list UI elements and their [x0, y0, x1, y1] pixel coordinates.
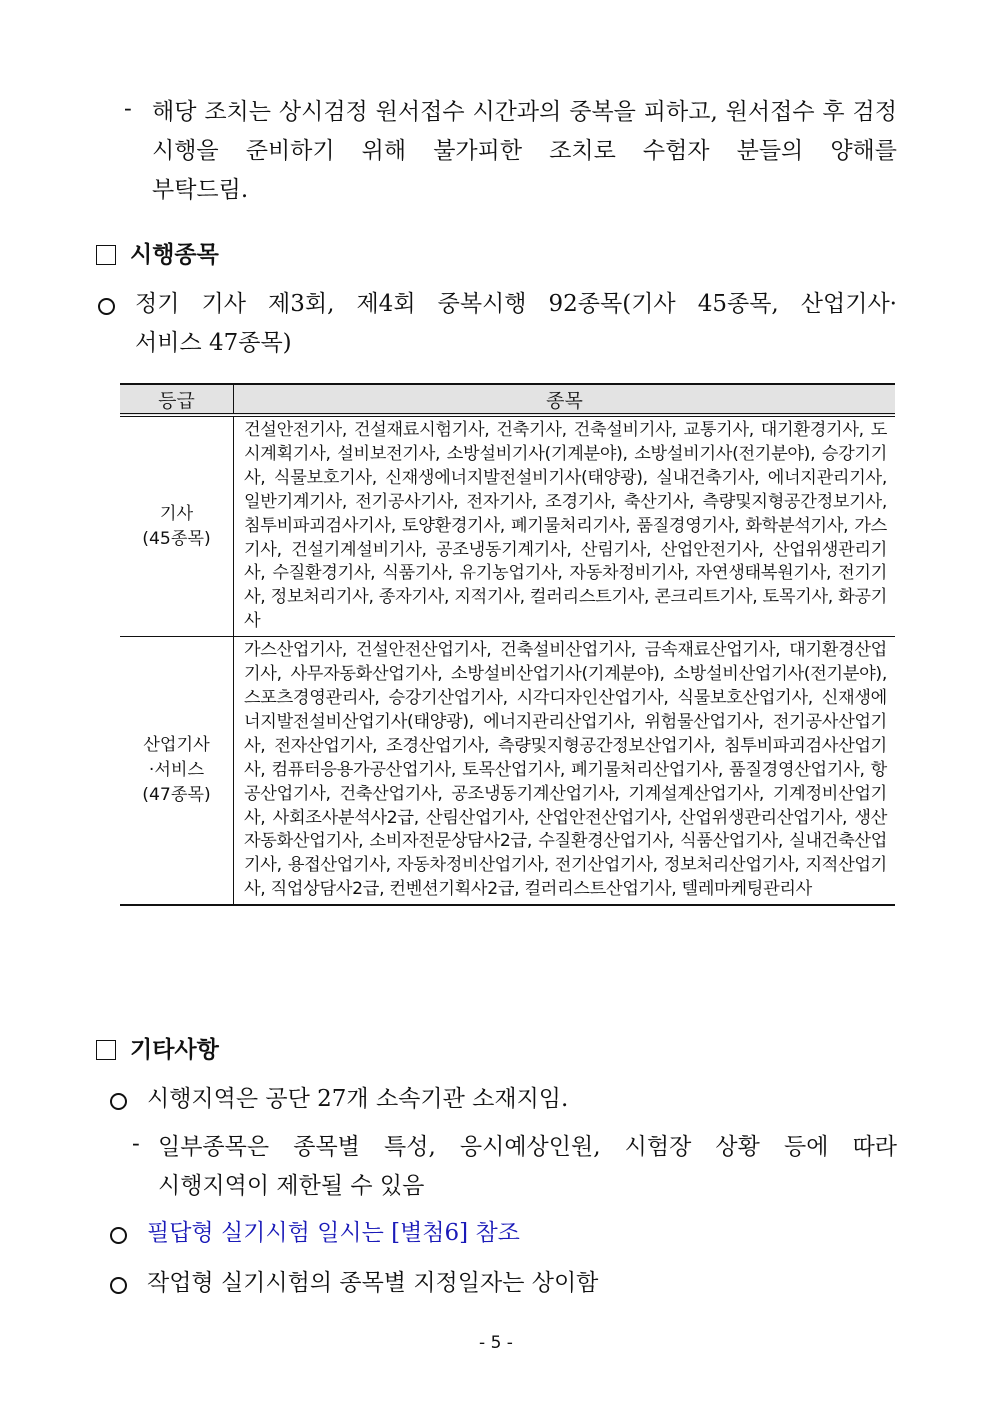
grade-name: 산업기사 — [143, 735, 210, 756]
section-heading-items — [96, 236, 219, 269]
circle-bullet-icon — [110, 1227, 127, 1244]
misc-bullet-3: 작업형 실기시험의 종목별 지정일자는 상이함 — [147, 1270, 599, 1296]
section-heading-misc — [96, 1031, 219, 1064]
items-cell: 건설안전기사, 건설재료시험기사, 건축기사, 건축설비기사, 교통기사, 대기환경기사, 도시계획기사, 설비보전기사, 소방설비기사(기계분야), 소방설비기사(전기분야), 승강기기사, 식물보호기사, 신재생에너지발전설비기사(태양광), 실내건축기사, 에너지관리기사, 일반기계기사, 전기공사기사, 전자기사, 조경기사, 축산기사, 측량및지형공간정보기사, 침투비파괴검사기사, 토양환경기사, 폐기물처리기사, 품질경영기사, 화학분석기사, 가스기사, 건설기계설비기사, 공조냉동기계기사, 산림기사, 산업안전기사, 산업위생관리기사, 수질환경기사, 식품기사, 유기농업기사, 자동차정비기사, 자연생태복원기사, 전기기사, 정보처리기사, 종자기사, 지적기사, 컬러리스트기사, 콘크리트기사, 토목기사, 화공기사 — [234, 415, 896, 637]
table-row — [120, 637, 895, 905]
checkbox-square-icon — [96, 245, 116, 265]
summary-text: 정기 기사 제3회, 제4회 중복시행 92종목(기사 45종목, 산업기사· — [135, 291, 897, 317]
section-title: 기타사항 — [130, 1037, 219, 1063]
grade-count: (47종목) — [142, 785, 211, 806]
annex-reference-link[interactable]: 필답형 실기시험 일시는 [별첨6] 참조 — [147, 1220, 520, 1246]
table-row — [120, 415, 895, 637]
sub-last-line: 시행지역이 제한될 수 있음 — [158, 1173, 425, 1199]
checkbox-square-icon — [96, 1040, 116, 1060]
grade-name-suffix: ·서비스 — [148, 760, 205, 781]
grade-cell — [120, 637, 234, 905]
grade-count: (45종목) — [142, 528, 211, 549]
table-header-items: 종목 — [234, 384, 896, 415]
items-table — [120, 383, 895, 906]
dash-marker: - — [124, 96, 132, 122]
grade-cell — [120, 415, 234, 637]
misc-sub-paragraph — [158, 1128, 897, 1206]
section-title: 시행종목 — [130, 242, 219, 268]
circle-bullet-icon — [110, 1277, 127, 1294]
intro-paragraph — [152, 93, 897, 210]
grade-name: 기사 — [159, 503, 194, 524]
items-cell: 가스산업기사, 건설안전산업기사, 건축설비산업기사, 금속재료산업기사, 대기환경산업기사, 사무자동화산업기사, 소방설비산업기사(기계분야), 소방설비산업기사(전기분야), 스포츠경영관리사, 승강기산업기사, 시각디자인산업기사, 식물보호산업기사, 신재생에너지발전설비산업기사(태양광), 에너지관리산업기사, 위험물산업기사, 전기공사산업기사, 전자산업기사, 조경산업기사, 측량및지형공간정보산업기사, 침투비파괴검사산업기사, 컴퓨터응용가공산업기사, 토목산업기사, 폐기물처리산업기사, 품질경영산업기사, 항공산업기사, 건축산업기사, 공조냉동기계산업기사, 기계설계산업기사, 기계정비산업기사, 사회조사분석사2급, 산림산업기사, 산업안전산업기사, 산업위생관리산업기사, 생산자동화산업기사, 소비자전문상담사2급, 수질환경산업기사, 식품산업기사, 실내건축산업기사, 용접산업기사, 자동차정비산업기사, 전기산업기사, 정보처리산업기사, 지적산업기사, 직업상담사2급, 컨벤션기획사2급, 컬러리스트산업기사, 텔레마케팅관리사 — [234, 637, 896, 905]
summary-last-line: 서비스 47종목) — [135, 330, 292, 356]
intro-last-line: 부탁드림. — [152, 177, 249, 203]
circle-bullet-icon — [110, 1093, 127, 1110]
intro-text: 해당 조치는 상시검정 원서접수 시간과의 중복을 피하고, 원서접수 후 검정시행을 준비하기 위해 불가피한 조치로 수험자 분들의 양해를 — [152, 99, 897, 164]
sub-text: 일부종목은 종목별 특성, 응시예상인원, 시험장 상황 등에 따라 — [158, 1134, 897, 1160]
items-summary — [135, 285, 897, 363]
table-header-grade: 등급 — [120, 384, 234, 415]
misc-bullet-1: 시행지역은 공단 27개 소속기관 소재지임. — [147, 1086, 569, 1112]
dash-marker: - — [132, 1131, 140, 1157]
page-number: - 5 - — [479, 1333, 513, 1353]
circle-bullet-icon — [98, 298, 115, 315]
